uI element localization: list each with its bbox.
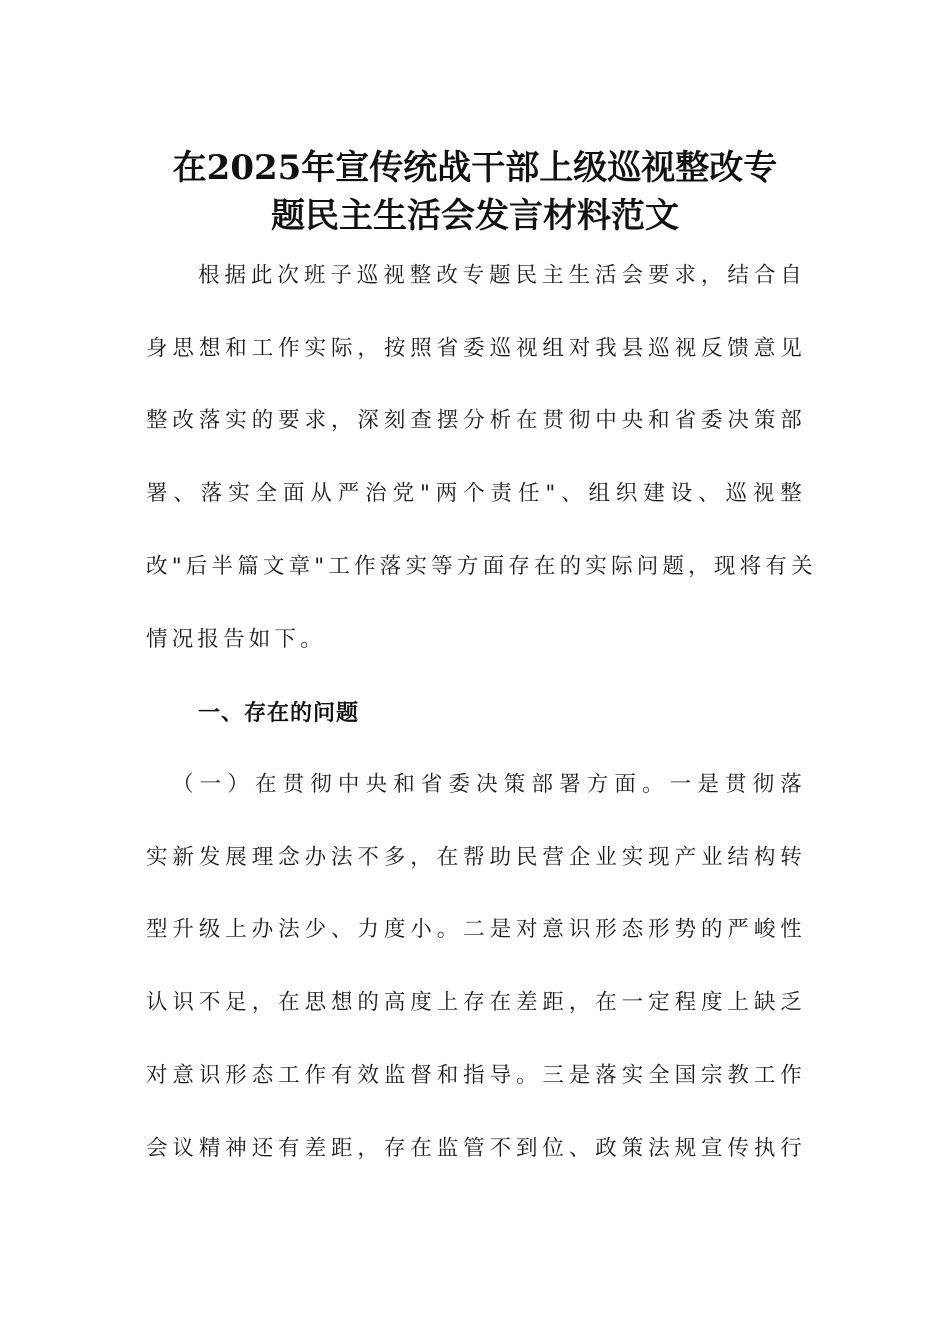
intro-line-2: 身思想和工作实际，按照省委巡视组对我县巡视反馈意见 [146, 335, 806, 361]
intro-line-5: 改"后半篇文章"工作落实等方面存在的实际问题，现将有关 [146, 553, 817, 579]
section-line-1: （一）在贯彻中央和省委决策部署方面。一是贯彻落 [172, 772, 806, 797]
section-paragraph [146, 749, 806, 1185]
section-line-6: 会议精神还有差距，存在监管不到位、政策法规宣传执行 [146, 1135, 806, 1161]
section-line-2: 实新发展理念办法不多，在帮助民营企业实现产业结构转 [146, 844, 806, 870]
intro-paragraph [146, 240, 817, 676]
title-line-1: 在2025年宣传统战干部上级巡视整改专 [172, 148, 778, 188]
section-line-3: 型升级上办法少、力度小。二是对意识形态形势的严峻性 [146, 917, 806, 943]
section-line-4: 认识不足，在思想的高度上存在差距，在一定程度上缺乏 [146, 990, 806, 1016]
section-heading: 一、存在的问题 [198, 701, 360, 726]
intro-line-4: 署、落实全面从严治党"两个责任"、组织建设、巡视整 [146, 481, 806, 507]
intro-line-3: 整改落实的要求，深刻查摆分析在贯彻中央和省委决策部 [146, 408, 806, 434]
intro-line-6: 情况报告如下。 [146, 626, 326, 652]
section-line-5: 对意识形态工作有效监督和指导。三是落实全国宗教工作 [146, 1062, 806, 1088]
intro-line-1: 根据此次班子巡视整改专题民主生活会要求，结合自 [198, 263, 806, 288]
document-title [145, 144, 805, 240]
title-line-2: 题民主生活会发言材料范文 [271, 196, 679, 236]
